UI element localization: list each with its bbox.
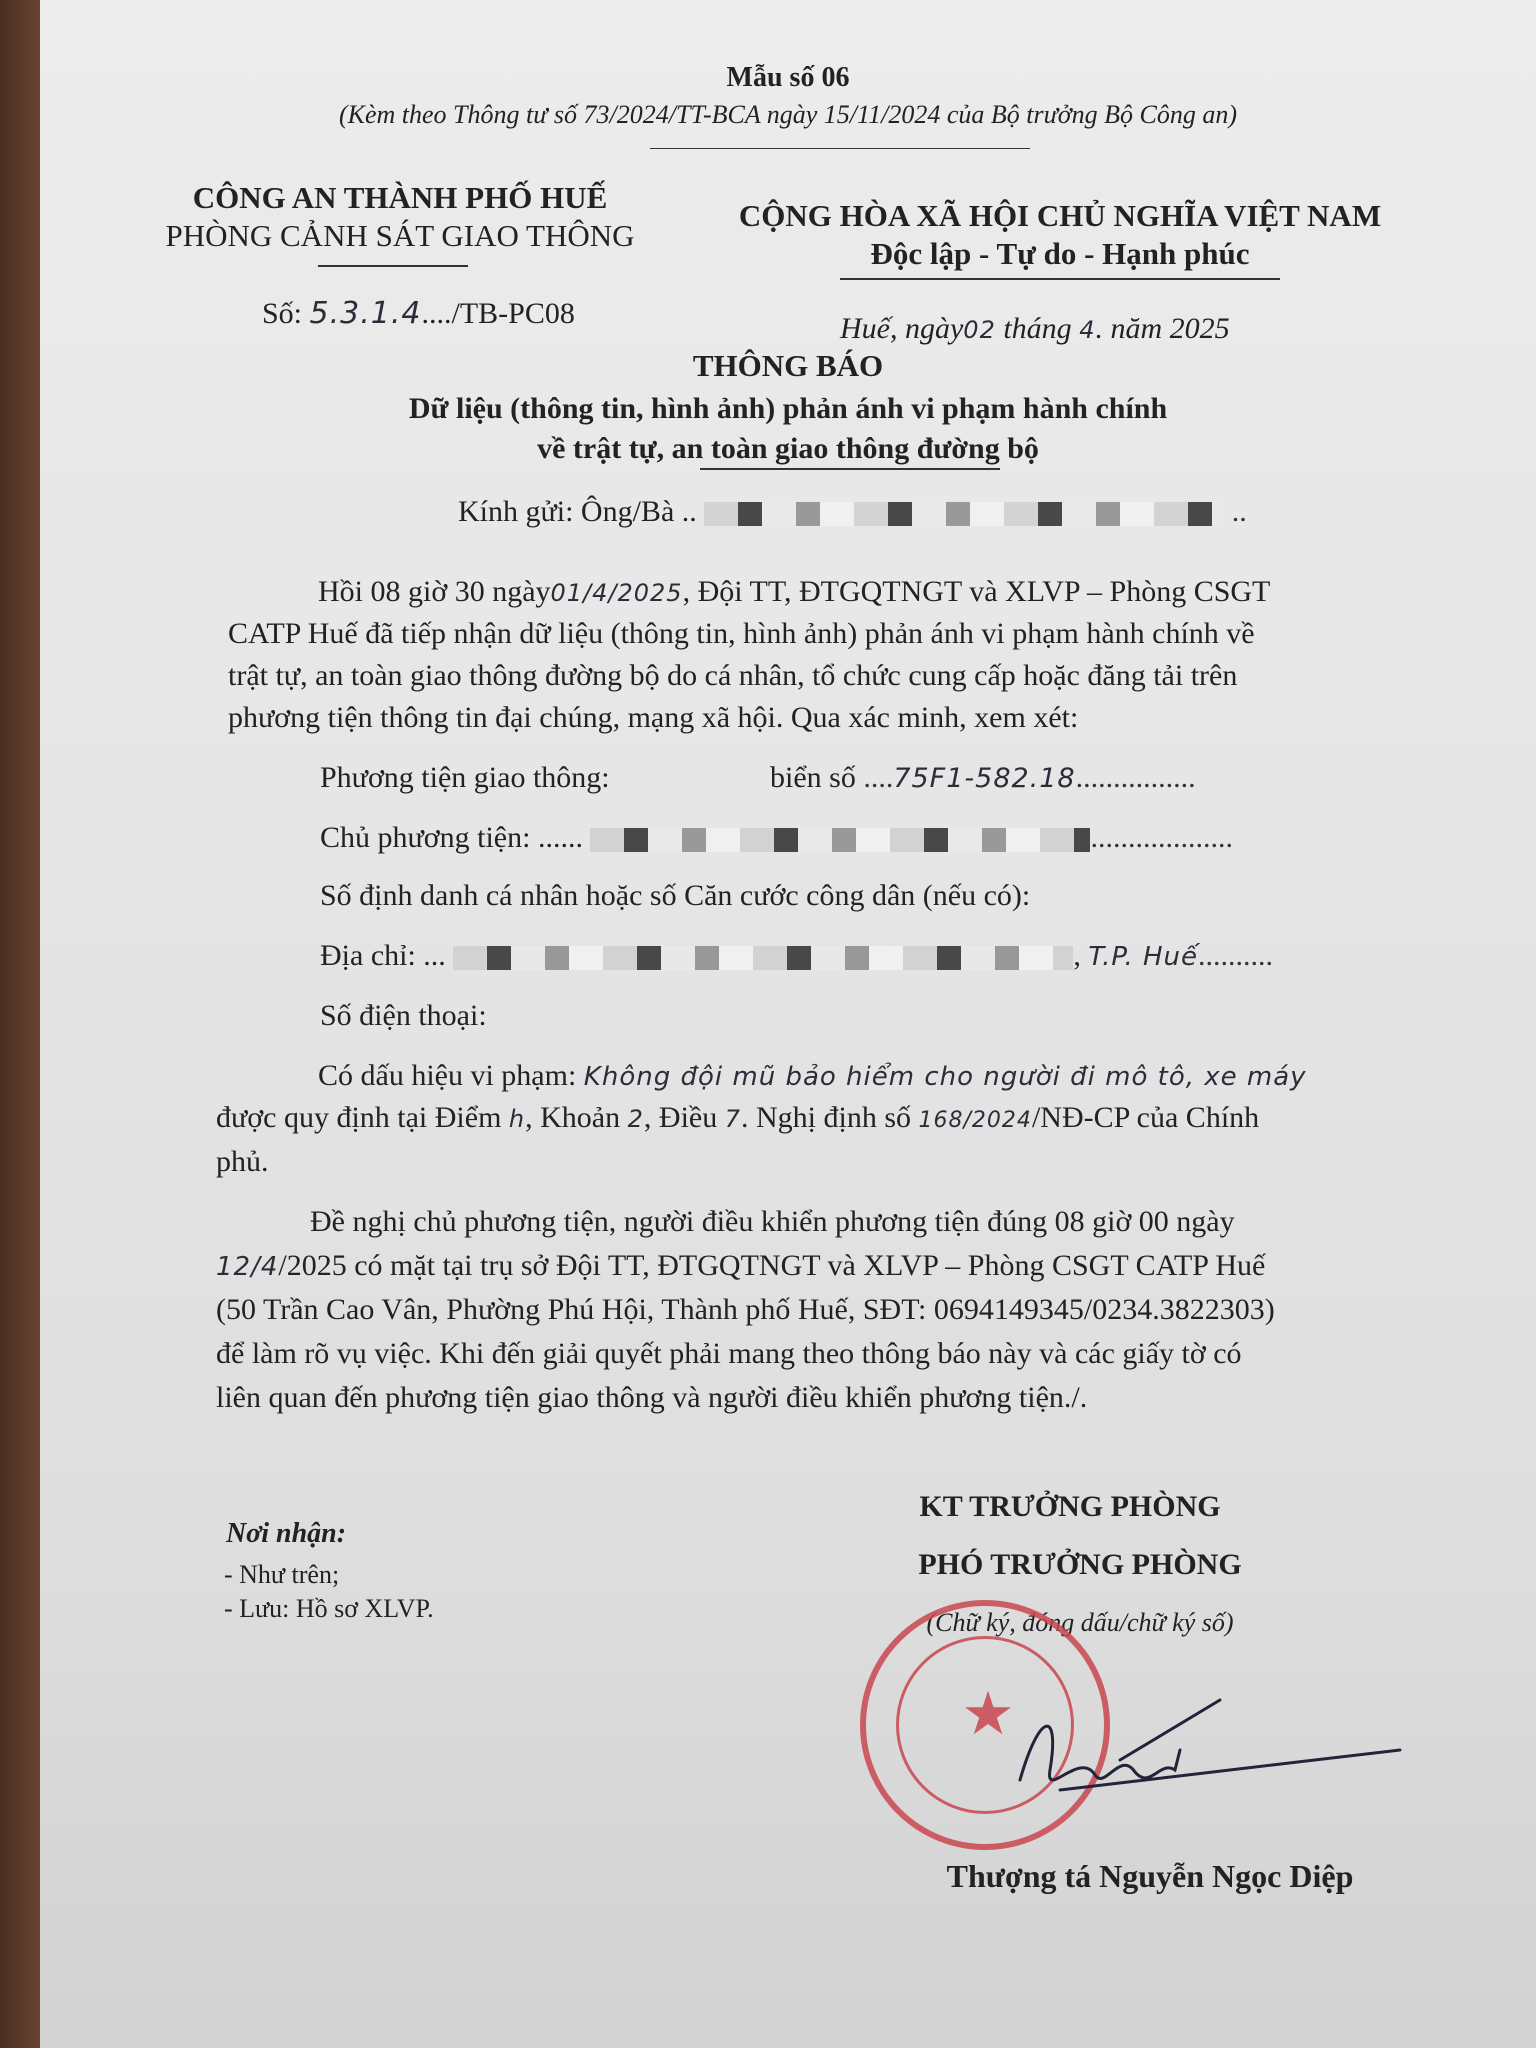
nation-name: CỘNG HÒA XÃ HỘI CHỦ NGHĨA VIỆT NAM	[738, 198, 1382, 233]
rule-clause: 2	[627, 1105, 644, 1133]
form-reference: (Kèm theo Thông tư số 73/2024/TT-BCA ngày 15/11/2024 của Bộ trưởng Bộ Công an)	[338, 100, 1238, 129]
receivers-title: Nơi nhận:	[226, 1518, 347, 1549]
receivers-item-2: - Lưu: Hồ sơ XLVP.	[224, 1594, 434, 1623]
signature-title-1: KT TRƯỞNG PHÒNG	[919, 1490, 1221, 1523]
receivers-item-1: - Như trên;	[224, 1560, 340, 1589]
date-day: 02	[963, 316, 996, 344]
address-value: T.P. Huế	[1088, 942, 1199, 972]
issuer-org: CÔNG AN THÀNH PHỐ HUẾ	[192, 180, 608, 215]
rule-line: được quy định tại Điểm h, Khoản 2, Điều 7. Nghị định số 168/2024/NĐ-CP của Chính	[216, 1101, 1260, 1134]
signature-stroke-icon	[1000, 1690, 1420, 1820]
plate-label: biển số	[770, 761, 856, 794]
request-line-3: (50 Trần Cao Vân, Phường Phú Hội, Thành phố Huế, SĐT: 0694149345/0234.3822303)	[216, 1293, 1275, 1326]
issuer-dept: PHÒNG CẢNH SÁT GIAO THÔNG	[165, 218, 635, 253]
notice-subtitle-1: Dữ liệu (thông tin, hình ảnh) phản ánh vi phạm hành chính	[408, 392, 1168, 425]
address-label: Địa chỉ: ...	[320, 939, 446, 972]
violation-value: Không đội mũ bảo hiểm cho người đi mô tô, xe máy	[583, 1062, 1307, 1092]
p1-rest: , Đội TT, ĐTGQTNGT và XLVP – Phòng CSGT	[682, 575, 1271, 608]
rule-decree: 168/2024	[918, 1108, 1032, 1133]
rule-point: h	[508, 1105, 526, 1133]
request-line-2	[216, 1246, 1265, 1287]
signature-note: (Chữ ký, đóng dấu/chữ ký số)	[926, 1608, 1234, 1637]
issuer-underline	[318, 265, 468, 267]
date-month-label: tháng	[1003, 312, 1072, 345]
rule-end: /NĐ-CP của Chính	[1031, 1101, 1260, 1134]
notice-title: THÔNG BÁO	[692, 348, 884, 383]
subtitle-underline	[700, 468, 1000, 470]
paragraph-1-line-3: trật tự, an toàn giao thông đường bộ do cá nhân, tổ chức cung cấp hoặc đăng tải trên	[228, 659, 1238, 692]
doc-number-suffix: ..../TB-PC08	[421, 297, 575, 330]
violation-label: Có dấu hiệu vi phạm:	[318, 1059, 577, 1092]
redacted-recipient-name	[704, 502, 1224, 526]
rule-decree-label: Nghị định số	[756, 1101, 912, 1134]
signer-name: Thượng tá Nguyễn Ngọc Diệp	[946, 1858, 1354, 1894]
doc-number	[262, 296, 575, 331]
rule-article-label: , Điều	[643, 1101, 718, 1134]
redacted-owner-name	[590, 828, 1090, 852]
notice-subtitle-2: về trật tự, an toàn giao thông đường bộ	[537, 432, 1039, 465]
phone-label: Số điện thoại:	[320, 999, 487, 1032]
request-line-2-rest: /2025 có mặt tại trụ sở Đội TT, ĐTGQTNGT và XLVP – Phòng CSGT CATP Huế	[278, 1249, 1266, 1282]
plate-value: 75F1-582.18	[893, 763, 1076, 794]
owner-label: Chủ phương tiện: ......	[320, 821, 583, 854]
seal-star-icon: ★	[961, 1681, 1015, 1747]
request-date: 12/4	[216, 1252, 279, 1282]
issue-date: Huế, ngày02 tháng 4. năm 2025	[840, 312, 1230, 345]
form-number: Mẫu số 06	[726, 62, 850, 93]
paragraph-1-line-1	[318, 572, 1270, 613]
plate-line: biển số ....75F1-582.18................	[770, 761, 1196, 794]
p1-start: Hồi 08 giờ 30 ngày	[318, 575, 551, 608]
signature-title-2: PHÓ TRƯỞNG PHÒNG	[918, 1548, 1242, 1581]
request-line-5: liên quan đến phương tiện giao thông và người điều khiển phương tiện./.	[216, 1381, 1088, 1414]
request-line-1: Đề nghị chủ phương tiện, người điều khiển phương tiện đúng 08 giờ 00 ngày	[310, 1205, 1235, 1238]
p1-date: 01/4/2025	[550, 579, 683, 607]
document-page	[40, 0, 1536, 2048]
rule-start: được quy định tại Điểm	[216, 1101, 502, 1134]
paragraph-1-line-2: CATP Huế đã tiếp nhận dữ liệu (thông tin, hình ảnh) phản ánh vi phạm hành chính về	[228, 617, 1255, 650]
rule-clause-label: , Khoản	[525, 1101, 621, 1134]
violation-line	[318, 1056, 1307, 1097]
recipient-label: Kính gửi: Ông/Bà ..	[458, 495, 697, 528]
vehicle-label: Phương tiện giao thông:	[320, 761, 610, 794]
date-prefix: Huế, ngày	[840, 312, 964, 345]
recipient-dots: ..	[1231, 495, 1247, 528]
request-line-4: để làm rõ vụ việc. Khi đến giải quyết phải mang theo thông báo này và các giấy tờ có	[216, 1337, 1242, 1370]
doc-number-label: Số:	[262, 297, 303, 330]
recipient-line	[458, 492, 1247, 532]
motto-underline	[840, 278, 1280, 280]
rule-end-line: phủ.	[216, 1145, 269, 1178]
redacted-address	[453, 946, 1073, 970]
nation-motto: Độc lập - Tự do - Hạnh phúc	[870, 236, 1250, 271]
id-label: Số định danh cá nhân hoặc số Căn cước công dân (nếu có):	[320, 879, 1031, 912]
date-month: 4	[1079, 316, 1096, 344]
address-line: Địa chỉ: ... , T.P. Huế..........	[320, 939, 1274, 972]
rule-article: 7	[724, 1105, 742, 1133]
paragraph-1-line-4: phương tiện thông tin đại chúng, mạng xã hội. Qua xác minh, xem xét:	[228, 701, 1079, 734]
header-divider	[650, 148, 1030, 149]
date-year: năm 2025	[1110, 312, 1230, 345]
doc-number-value: 5.3.1.4	[309, 296, 422, 331]
owner-line: Chủ phương tiện: ...... ...................	[320, 821, 1233, 854]
